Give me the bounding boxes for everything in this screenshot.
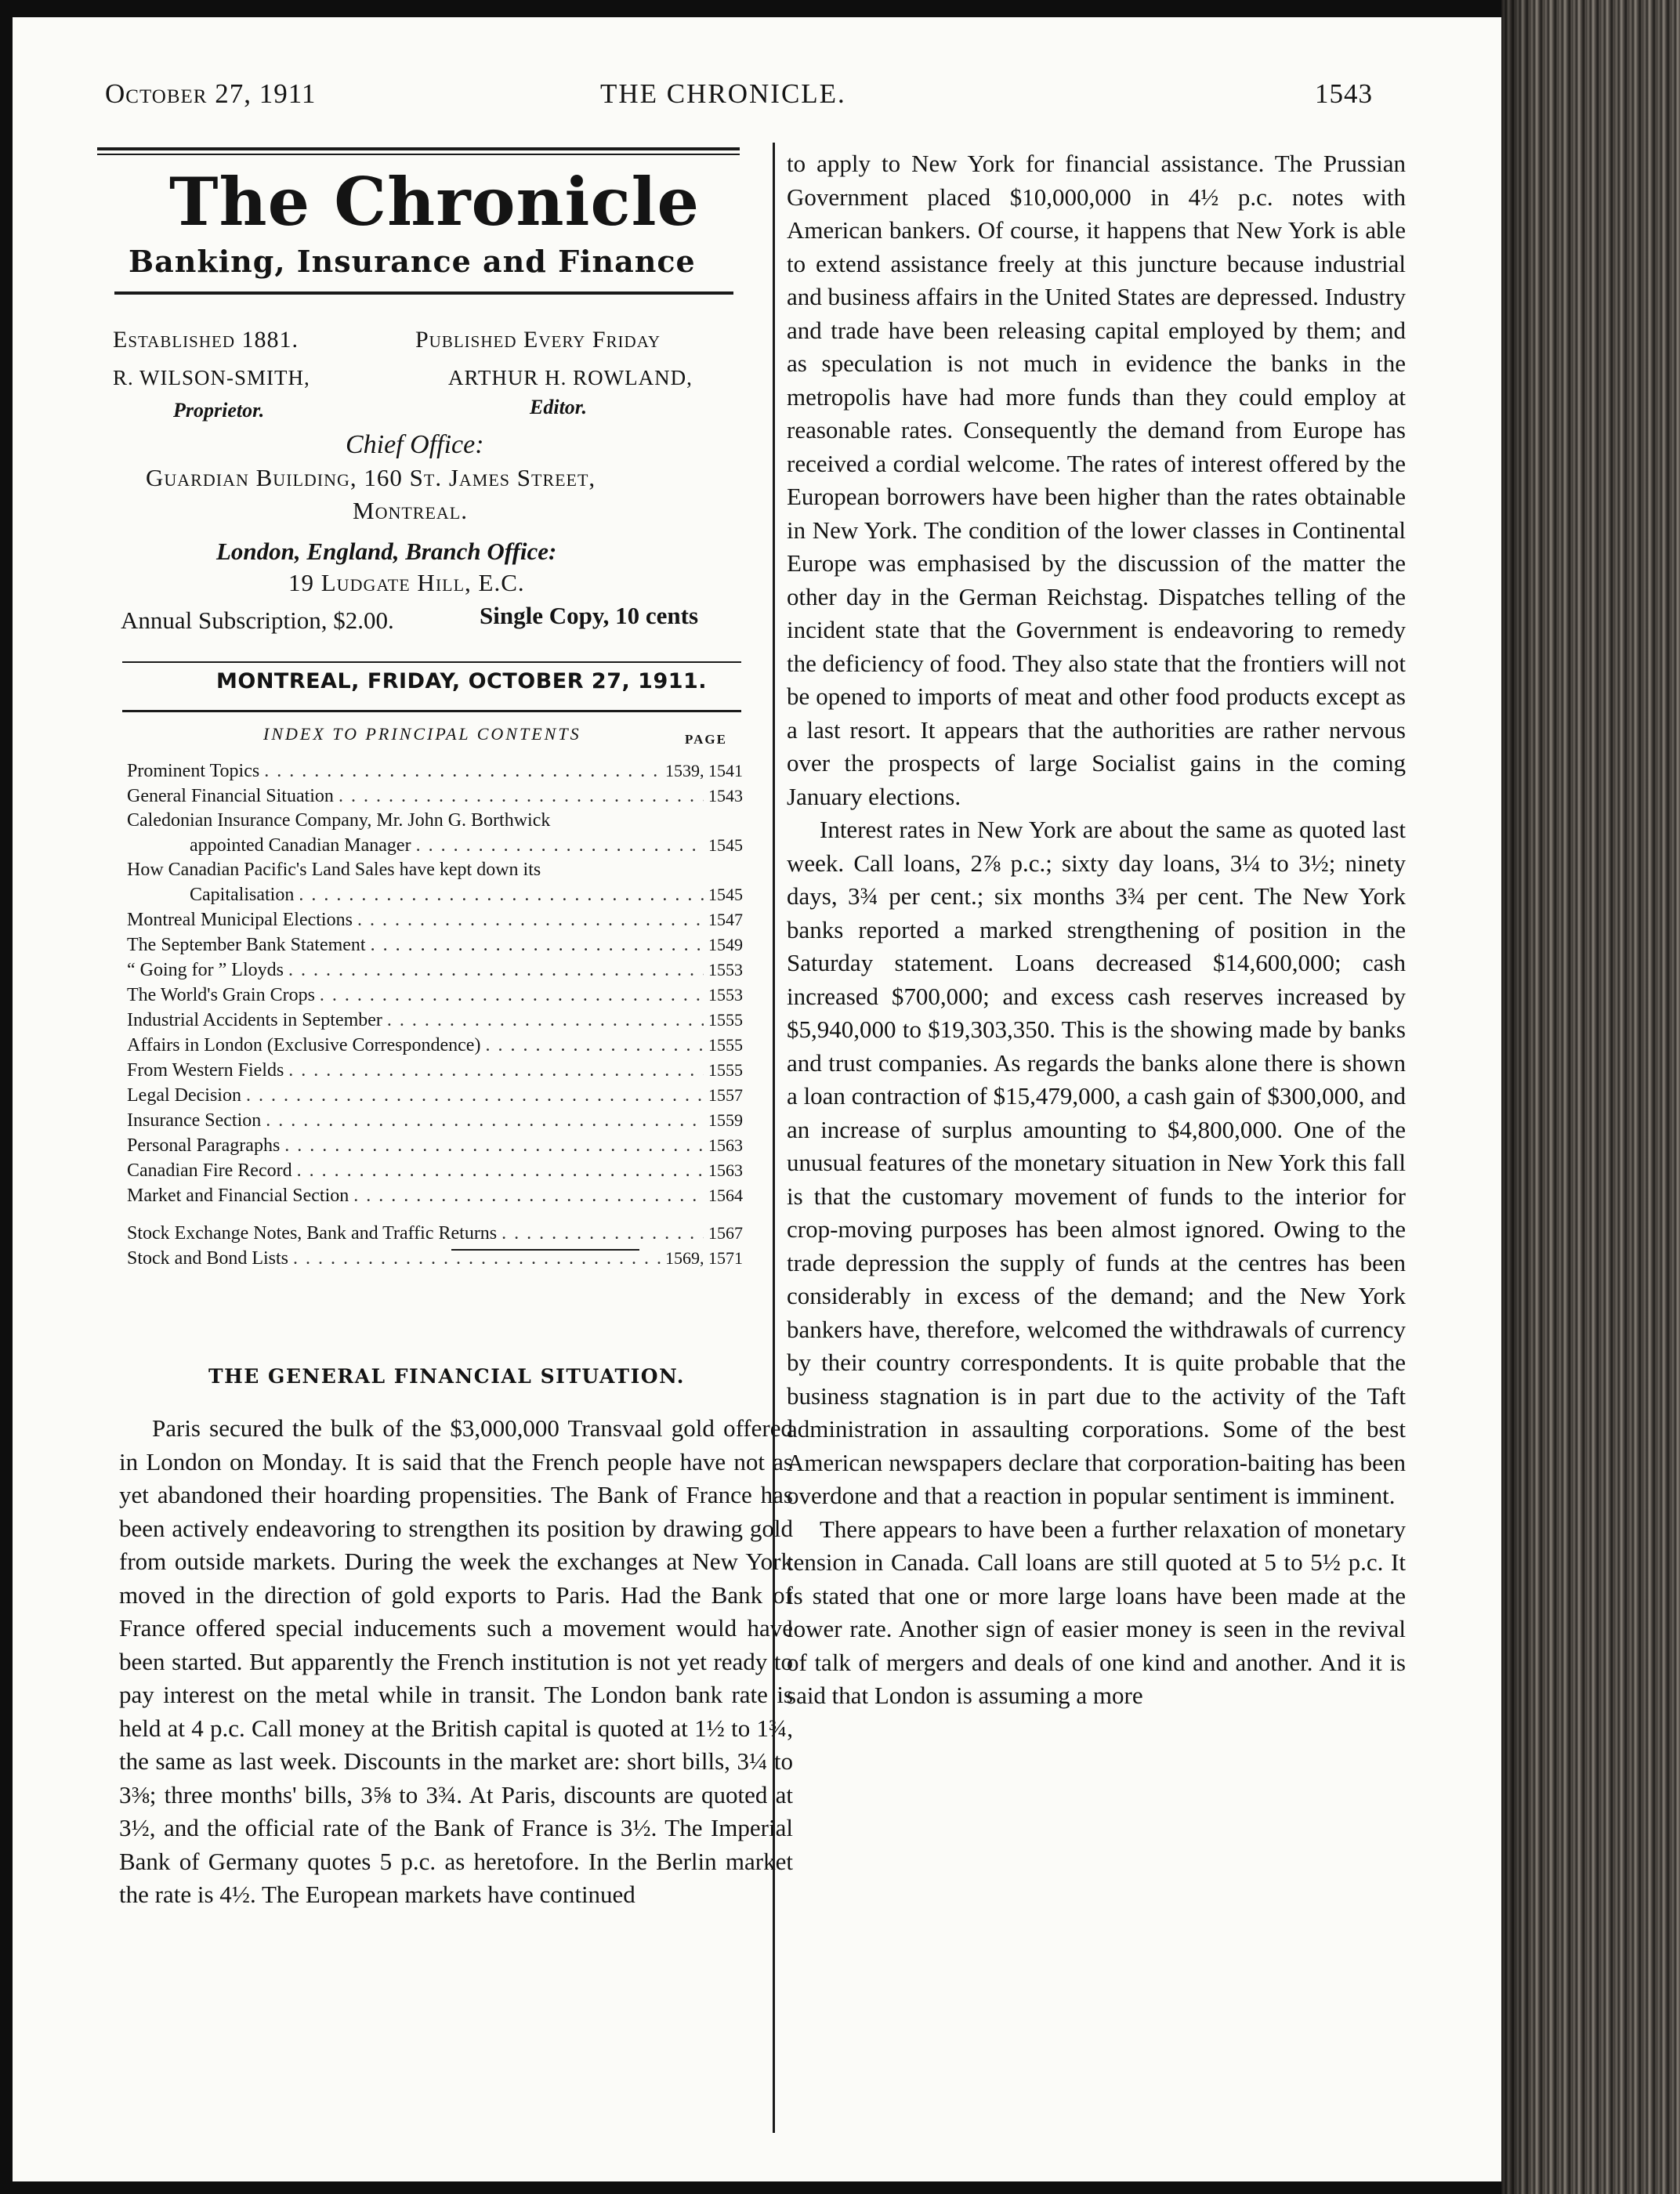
dot-leader <box>284 1134 704 1158</box>
index-entry <box>127 758 743 784</box>
published-line: Published Every Friday <box>415 327 661 353</box>
index-entry-line <box>127 809 743 833</box>
index-page-label: PAGE <box>685 732 727 747</box>
dot-leader <box>288 1059 704 1083</box>
index-entry-title: From Western Fields <box>127 1060 284 1081</box>
paragraph: to apply to New York for financial assistance. The Prussian Government placed $10,000,000 in 4½ p.c. notes with American bankers. Of course, it happens that New York is able to extend assistance freely at this juncture because industrial and business affairs in the United States are depressed. Industry and trade have been releasing capital employed by them; and as speculation is not much in evidence the banks in the metropolis have had more funds than they could employ at reasonable rates. Consequently the demand from Europe has received a cordial welcome. The rates of interest offered by the European borrowers have been higher than the rates obtainable in New York. The condition of the lower classes in Continental Europe was emphasised by the discussion of the matter the other day in the German Reichstag. Dispatches telling of the incident state that the Government is endeavoring to remedy the deficiency of food. They also state that the frontiers will not be opened to imports of meat and other food products except as a last resort. It appears that the authorities are rather nervous over the prospects of large Socialist gains in the coming January elections. <box>787 150 1406 810</box>
single-copy-price: Single Copy, 10 cents <box>480 602 699 629</box>
annual-subscription: Annual Subscription, $2.00. <box>121 606 394 634</box>
index-entry-page: 1545 <box>708 835 743 855</box>
rule-index <box>451 1249 639 1251</box>
rule-date-bottom <box>122 710 741 712</box>
index-gap <box>127 1208 743 1221</box>
index-entry <box>127 1183 743 1208</box>
index-entry-line <box>127 1246 743 1271</box>
section-heading: THE GENERAL FINANCIAL SITUATION. <box>208 1365 686 1388</box>
dot-leader <box>485 1034 704 1058</box>
index-entry <box>127 1083 743 1108</box>
index-entry-title: Affairs in London (Exclusive Correspondence) <box>127 1035 481 1055</box>
left-column-body <box>119 1412 793 1912</box>
proprietor-name: R. WILSON-SMITH, <box>113 366 310 389</box>
index-entry-page: 1555 <box>708 1035 743 1055</box>
index-entry-line <box>127 907 743 932</box>
right-column-body <box>787 147 1406 1713</box>
index-entry-title: Montreal Municipal Elections <box>127 910 353 930</box>
index-entry-page: 1555 <box>708 1010 743 1030</box>
spine-shadow <box>1501 0 1533 2194</box>
index-entry-line <box>127 1133 743 1158</box>
index-entry-page: 1559 <box>708 1110 743 1130</box>
index-entry <box>127 932 743 958</box>
dot-leader <box>357 908 704 932</box>
index-entry-title: Capitalisation <box>190 885 295 905</box>
index-entry-line <box>127 1083 743 1108</box>
masthead-subtitle: Banking, Insurance and Finance <box>129 244 696 279</box>
rule-top-thin <box>97 154 740 155</box>
index-entry <box>127 1158 743 1183</box>
dot-leader <box>387 1008 704 1033</box>
index-entry-line <box>127 784 743 809</box>
index-entry-title: The World's Grain Crops <box>127 985 315 1005</box>
dot-leader <box>339 784 704 809</box>
index-entry-page: 1553 <box>708 960 743 979</box>
index-entry-title: Legal Decision <box>127 1085 241 1106</box>
established-line: Established 1881. <box>113 327 299 353</box>
index-entry-line <box>127 758 743 784</box>
index-entry <box>127 1133 743 1158</box>
index-entry <box>127 1221 743 1246</box>
index-entry <box>127 1246 743 1271</box>
index-entry-title: Caledonian Insurance Company, Mr. John G. Borthwick <box>127 810 551 831</box>
chief-office-city: Montreal. <box>353 497 468 524</box>
index-entry-title: Canadian Fire Record <box>127 1160 292 1181</box>
dot-leader <box>353 1184 704 1208</box>
index-entry-line <box>127 1008 743 1033</box>
index-entry-page: 1569, 1571 <box>665 1248 743 1268</box>
index-entry-page: 1555 <box>708 1060 743 1080</box>
index-entry-page: 1563 <box>708 1135 743 1155</box>
index-entry-line <box>127 1033 743 1058</box>
branch-office-address: 19 Ludgate Hill, E.C. <box>288 569 525 596</box>
index-entry-line <box>127 858 743 882</box>
index-entry-line <box>127 1183 743 1208</box>
paragraph: Paris secured the bulk of the $3,000,000 Transvaal gold offered in London on Monday. It is said that the French people have not as yet abandoned their hoarding propensities. The Bank of France has been actively endeavoring to strengthen its position by drawing gold from outside markets. During the week the exchanges at New York moved in the direction of gold exports to Paris. Had the Bank of France offered special inducements such a movement would have been started. But apparently the French institution is not yet ready to pay interest on the metal while in transit. The London bank rate is held at 4 p.c. Call money at the British capital is quoted at 1½ to 1¾, the same as last week. Discounts in the market are: short bills, 3¼ to 3⅜; three months' bills, 3⅝ to 3¾. At Paris, discounts are quoted at 3½, and the official rate of the Bank of France is 3½. The Imperial Bank of Germany quotes 5 p.c. as heretofore. In the Berlin market the rate is 4½. The European markets have continued <box>119 1414 793 1908</box>
index-entry-page: 1557 <box>708 1085 743 1105</box>
index-entry-title: Stock and Bond Lists <box>127 1248 289 1269</box>
dot-leader <box>288 958 704 983</box>
index-entry-line <box>127 833 743 858</box>
branch-office-label: London, England, Branch Office: <box>216 538 557 565</box>
index-entry-page: 1545 <box>708 885 743 904</box>
index-entry-page: 1567 <box>708 1223 743 1243</box>
index-entry-title: Stock Exchange Notes, Bank and Traffic Returns <box>127 1223 498 1244</box>
index-entry-page: 1539, 1541 <box>665 761 743 780</box>
index-entry-title: appointed Canadian Manager <box>190 835 411 856</box>
index-entry <box>127 907 743 932</box>
running-head-date: October 27, 1911 <box>105 78 317 109</box>
index-entry-line <box>127 932 743 958</box>
index-entry-page: 1553 <box>708 985 743 1005</box>
index-entry-title: Personal Paragraphs <box>127 1135 281 1156</box>
index-entry-title: How Canadian Pacific's Land Sales have kept down its <box>127 860 541 880</box>
dot-leader <box>264 759 661 784</box>
index-entry-title: Market and Financial Section <box>127 1186 349 1206</box>
rule-date-top <box>122 661 741 663</box>
index-entry-title: Insurance Section <box>127 1110 262 1131</box>
index-entry <box>127 809 743 858</box>
dot-leader <box>371 933 704 958</box>
index-heading: INDEX TO PRINCIPAL CONTENTS <box>263 724 581 744</box>
index-entry-title: Prominent Topics <box>127 761 260 781</box>
index-entry-line <box>127 882 743 907</box>
index-entry-title: General Financial Situation <box>127 786 334 806</box>
index-entry <box>127 958 743 983</box>
index-entry-line <box>127 1108 743 1133</box>
index-entry-line <box>127 958 743 983</box>
index-entry-line <box>127 1158 743 1183</box>
masthead-title: The Chronicle <box>169 163 700 241</box>
index-entry <box>127 983 743 1008</box>
index-entry-line <box>127 983 743 1008</box>
paragraph: There appears to have been a further relaxation of monetary tension in Canada. Call loans are still quoted at 5 to 5½ p.c. It is stated that one or more large loans have been made at the lower rate. Another sign of easier money is seen in the revival of talk of mergers and deals of one kind and another. And it is said that London is assuming a more <box>787 1515 1406 1709</box>
index-entry-page: 1547 <box>708 910 743 929</box>
index-entry-page: 1549 <box>708 935 743 954</box>
rule-top <box>97 147 740 150</box>
index-entry <box>127 1108 743 1133</box>
dot-leader <box>416 834 704 858</box>
chief-office-label: Chief Office: <box>346 430 484 459</box>
dot-leader <box>320 983 704 1008</box>
editor-name: ARTHUR H. ROWLAND, <box>448 366 693 389</box>
dot-leader <box>246 1084 704 1108</box>
index-list <box>127 758 743 1271</box>
index-entry-page: 1543 <box>708 786 743 806</box>
paragraph: Interest rates in New York are about the same as quoted last week. Call loans, 2⅞ p.c.; sixty day loans, 3¼ to 3½; ninety days, 3¾ per cent.; six months 3¾ per cent. The New York banks reported a marked strengthening of position in the Saturday statement. Loans decreased $14,600,000; cash increased $700,000; and excess cash reserves increased by $5,940,000 to $19,303,350. This is the showing made by banks and trust companies. As regards the banks alone there is shown a loan contraction of $15,479,000, a cash gain of $300,000, and an increase of surplus amounting to $4,800,000. One of the unusual features of the monetary situation in New York this fall is that the customary movement of funds to the interior for crop-moving purposes has been almost ignored. Owing to the trade depression the supply of funds at the centres has been considerably in excess of the demand; and the New York bankers have, therefore, welcomed the withdrawals of currency by their country correspondents. It is quite probable that the business stagnation is in part due to the activity of the Taft administration in assaulting corporations. Some of the best American newspapers declare that corporation-baiting has been overdone and that a reaction in popular sentiment is imminent. <box>787 816 1406 1509</box>
index-entry-line <box>127 1058 743 1083</box>
editor-role: Editor. <box>530 396 587 418</box>
newspaper-page <box>13 17 1501 2181</box>
index-entry <box>127 858 743 907</box>
index-entry-page: 1564 <box>708 1186 743 1205</box>
running-head-title: THE CHRONICLE. <box>600 78 846 109</box>
dot-leader <box>501 1222 704 1246</box>
page-number: 1543 <box>1315 78 1373 109</box>
dot-leader <box>299 883 704 907</box>
index-entry <box>127 1058 743 1083</box>
dot-leader <box>266 1109 704 1133</box>
chief-office-address: Guardian Building, 160 St. James Street, <box>146 464 596 491</box>
issue-date-line: MONTREAL, FRIDAY, OCTOBER 27, 1911. <box>216 669 708 693</box>
rule-masthead <box>114 291 733 295</box>
index-entry-title: “ Going for ” Lloyds <box>127 960 284 980</box>
index-entry <box>127 1008 743 1033</box>
index-entry-page: 1563 <box>708 1160 743 1180</box>
index-entry-title: Industrial Accidents in September <box>127 1010 382 1030</box>
proprietor-role: Proprietor. <box>173 399 265 422</box>
index-entry <box>127 784 743 809</box>
dot-leader <box>297 1159 704 1183</box>
index-entry <box>127 1033 743 1058</box>
index-entry-title: The September Bank Statement <box>127 935 366 955</box>
index-entry-line <box>127 1221 743 1246</box>
